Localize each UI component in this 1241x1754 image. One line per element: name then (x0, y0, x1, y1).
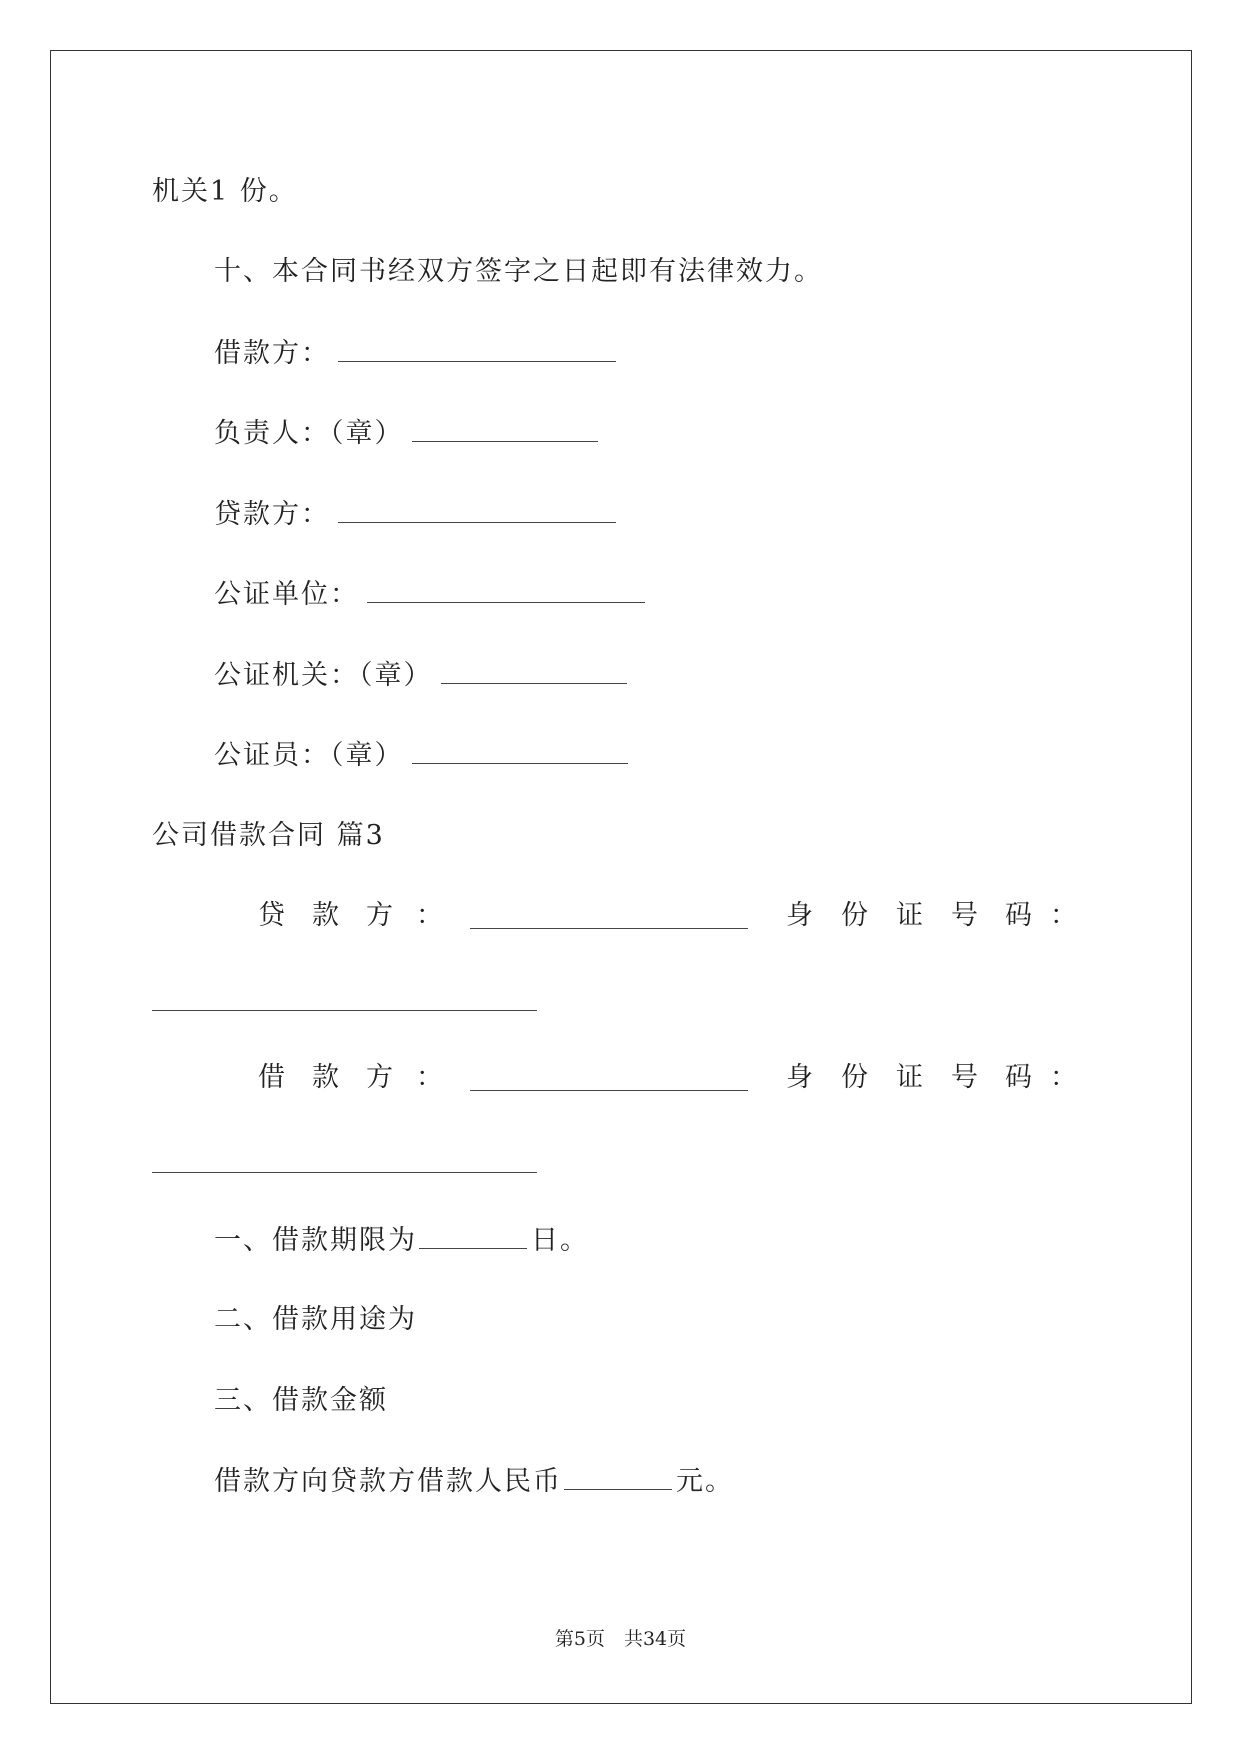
loan-amount-line: 借款方向贷款方借款人民币 元。 (214, 1461, 734, 1502)
page-footer: 第5页 共34页 (554, 1628, 687, 1650)
blank-field[interactable] (412, 735, 628, 764)
clause-10: 十、本合同书经双方签字之日起即有法律效力。 (214, 256, 823, 287)
section-heading: 公司借款合同 篇3 (152, 820, 385, 851)
label-char: 身 (786, 1062, 813, 1093)
label-char: 贷 (258, 900, 285, 931)
lender-sign-line: 贷款方： (214, 494, 616, 535)
label-char: 方 (366, 900, 393, 931)
label-char: 款 (312, 900, 339, 931)
clause-2: 二、借款用途为 (214, 1304, 417, 1335)
blank-field[interactable] (152, 1172, 537, 1173)
label-char: ： (416, 1062, 443, 1093)
blank-field[interactable] (152, 1010, 537, 1011)
clause-3: 三、借款金额 (214, 1385, 388, 1416)
notary-unit-line: 公证单位： (214, 574, 645, 615)
label-char: 款 (312, 1062, 339, 1093)
blank-field[interactable] (470, 1090, 748, 1091)
blank-field[interactable] (367, 574, 645, 603)
blank-field[interactable] (564, 1461, 672, 1490)
label-char: ： (1050, 900, 1077, 931)
blank-field[interactable] (338, 494, 616, 523)
blank-field[interactable] (419, 1220, 527, 1249)
label-char: ： (1050, 1062, 1077, 1093)
notary-officer-line: 公证员：（章） (214, 735, 628, 776)
label-char: 码 (1005, 900, 1032, 931)
label-char: 份 (841, 900, 868, 931)
blank-field[interactable] (470, 928, 748, 929)
borrower-sign-line: 借款方： (214, 333, 616, 374)
page-border (50, 50, 1192, 1704)
text-line-1: 机关1 份。 (152, 176, 298, 207)
label-char: ： (416, 900, 443, 931)
label-char: 借 (258, 1062, 285, 1093)
label-char: 身 (786, 900, 813, 931)
label-char: 方 (366, 1062, 393, 1093)
blank-field[interactable] (338, 333, 616, 362)
label-char: 证 (896, 1062, 923, 1093)
label-char: 证 (896, 900, 923, 931)
notary-office-line: 公证机关：（章） (214, 655, 627, 696)
blank-field[interactable] (441, 655, 627, 684)
label-char: 码 (1005, 1062, 1032, 1093)
label-char: 号 (951, 1062, 978, 1093)
label-char: 号 (951, 900, 978, 931)
blank-field[interactable] (412, 413, 598, 442)
responsible-person-line: 负责人：（章） (214, 413, 598, 454)
label-char: 份 (841, 1062, 868, 1093)
clause-1: 一、借款期限为 日。 (214, 1220, 589, 1261)
